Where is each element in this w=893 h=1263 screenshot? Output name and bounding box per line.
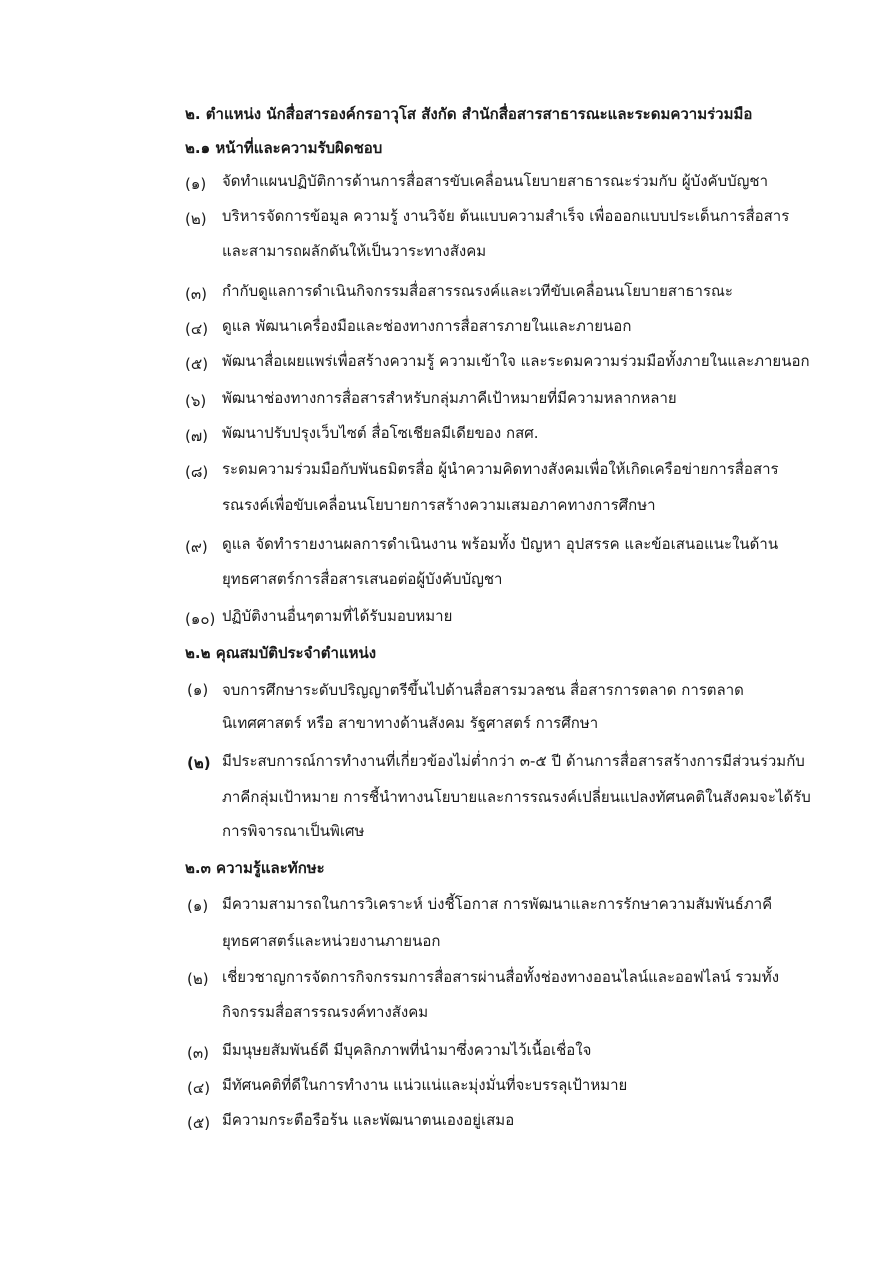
list-item-text-cont: การพิจารณาเป็นพิเศษ <box>222 822 365 840</box>
subsection-title-qualifications: ๒.๒ คุณสมบัติประจำตำแหน่ง <box>185 644 377 662</box>
list-item-number: (๙) <box>185 538 208 556</box>
list-item-text: พัฒนาช่องทางการสื่อสารสำหรับกลุ่มภาคีเป้าหมายที่มีความหลากหลาย <box>222 389 677 407</box>
list-item-text: พัฒนาปรับปรุงเว็บไซต์ สื่อโซเชียลมีเดียของ กสศ. <box>222 424 539 442</box>
list-item-text: ระดมความร่วมมือกับพันธมิตรสื่อ ผู้นำความคิดทางสังคมเพื่อให้เกิดเครือข่ายการสื่อสาร <box>222 460 779 478</box>
list-item-text: บริหารจัดการข้อมูล ความรู้ งานวิจัย ต้นแบบความสำเร็จ เพื่อออกแบบประเด็นการสื่อสาร <box>222 207 790 225</box>
list-item-number: (๗) <box>185 427 208 445</box>
list-item-number: (๓) <box>187 1044 209 1062</box>
list-item-number: (๕) <box>187 1114 211 1132</box>
list-item-text: ดูแล จัดทำรายงานผลการดำเนินงาน พร้อมทั้ง ปัญหา อุปสรรค และข้อเสนอแนะในด้าน <box>222 535 779 553</box>
list-item-text: ดูแล พัฒนาเครื่องมือและช่องทางการสื่อสารภายในและภายนอก <box>222 317 632 335</box>
section-heading: ๒. ตำแหน่ง นักสื่อสารองค์กรอาวุโส สังกัด สำนักสื่อสารสาธารณะและระดมความร่วมมือ <box>185 105 753 123</box>
list-item-text-cont: ยุทธศาสตร์และหน่วยงานภายนอก <box>222 932 441 950</box>
list-item-text: มีประสบการณ์การทำงานที่เกี่ยวข้องไม่ต่ำกว่า ๓-๕ ปี ด้านการสื่อสารสร้างการมีส่วนร่วมกับ <box>222 752 805 770</box>
list-item-number: (๔) <box>185 320 209 338</box>
subsection-title-skills: ๒.๓ ความรู้และทักษะ <box>185 859 325 877</box>
subsection-title-duties: ๒.๑ หน้าที่และความรับผิดชอบ <box>185 139 383 157</box>
list-item-number: (๒) <box>185 210 207 228</box>
list-item-number: (๕) <box>185 355 209 373</box>
list-item-number: (๑) <box>187 897 209 915</box>
list-item-text: กำกับดูแลการดำเนินกิจกรรมสื่อสารรณรงค์และเวทีขับเคลื่อนนโยบายสาธารณะ <box>222 282 733 300</box>
list-item-text-cont: ภาคีกลุ่มเป้าหมาย การชี้นำทางนโยบายและการรณรงค์เปลี่ยนแปลงทัศนคติในสังคมจะได้รับ <box>222 788 811 806</box>
list-item-number: (๖) <box>185 392 207 410</box>
list-item-number: (๒) <box>187 754 211 772</box>
list-item-text: มีความสามารถในการวิเคราะห์ บ่งชี้โอกาส การพัฒนาและการรักษาความสัมพันธ์ภาคี <box>222 895 773 913</box>
list-item-text-cont: นิเทศศาสตร์ หรือ สาขาทางด้านสังคม รัฐศาสตร์ การศึกษา <box>222 714 599 732</box>
list-item-number: (๑๐) <box>185 610 216 628</box>
list-item-text: ปฏิบัติงานอื่นๆตามที่ได้รับมอบหมาย <box>222 607 453 625</box>
list-item-text: มีความกระตือรือร้น และพัฒนาตนเองอยู่เสมอ <box>222 1111 515 1129</box>
list-item-text-cont: กิจกรรมสื่อสารรณรงค์ทางสังคม <box>222 1003 429 1021</box>
list-item-text: มีมนุษยสัมพันธ์ดี มีบุคลิกภาพที่นำมาซึ่งความไว้เนื้อเชื่อใจ <box>222 1041 592 1059</box>
list-item-number: (๑) <box>187 681 209 699</box>
list-item-number: (๘) <box>185 463 209 481</box>
list-item-number: (๑) <box>185 175 207 193</box>
list-item-number: (๒) <box>187 970 209 988</box>
list-item-text-cont: และสามารถผลักดันให้เป็นวาระทางสังคม <box>222 242 487 260</box>
list-item-text: เชี่ยวชาญการจัดการกิจกรรมการสื่อสารผ่านสื่อทั้งช่องทางออนไลน์และออฟไลน์ รวมทั้ง <box>222 968 780 986</box>
list-item-text-cont: รณรงค์เพื่อขับเคลื่อนนโยบายการสร้างความเสมอภาคทางการศึกษา <box>222 496 656 514</box>
list-item-text: พัฒนาสื่อเผยแพร่เพื่อสร้างความรู้ ความเข้าใจ และระดมความร่วมมือทั้งภายในและภายนอก <box>222 352 810 370</box>
list-item-text: จบการศึกษาระดับปริญญาตรีขึ้นไปด้านสื่อสารมวลชน สื่อสารการตลาด การตลาด <box>222 681 744 699</box>
list-item-text: จัดทำแผนปฏิบัติการด้านการสื่อสารขับเคลื่อนนโยบายสาธารณะร่วมกับ ผู้บังคับบัญชา <box>222 172 768 190</box>
list-item-text-cont: ยุทธศาสตร์การสื่อสารเสนอต่อผู้บังคับบัญชา <box>222 570 503 588</box>
list-item-number: (๔) <box>187 1079 211 1097</box>
list-item-number: (๓) <box>185 285 207 303</box>
list-item-text: มีทัศนคติที่ดีในการทำงาน แน่วแน่และมุ่งมั่นที่จะบรรลุเป้าหมาย <box>222 1076 628 1094</box>
